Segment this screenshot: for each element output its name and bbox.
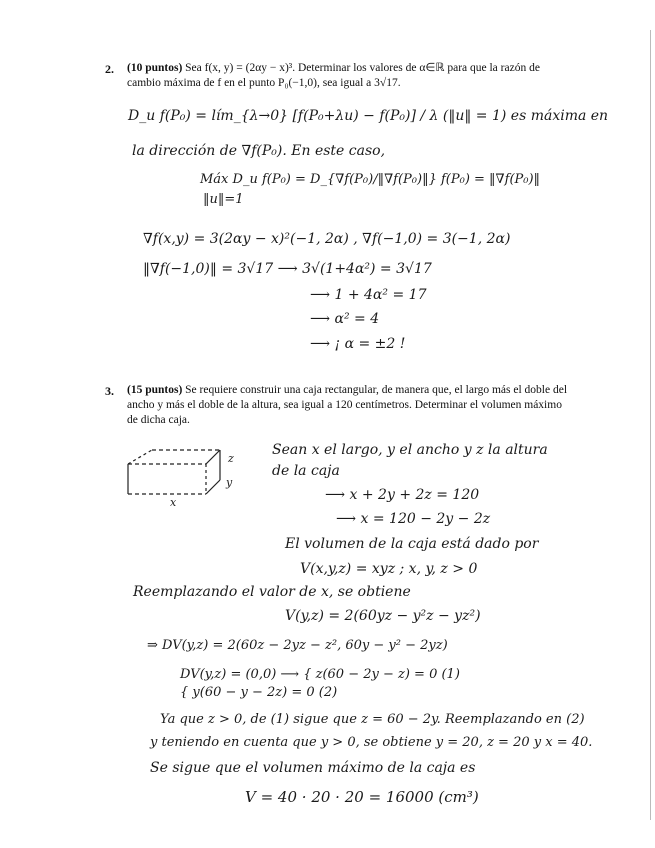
- p3-work-line-4: ⟶ x = 120 − 2y − 2z: [336, 511, 491, 527]
- p3-work-line-5: El volumen de la caja está dado por: [285, 536, 539, 552]
- problem-3-number: 3.: [105, 384, 114, 398]
- p3-work-line-11: { y(60 − y − 2z) = 0 (2): [180, 685, 338, 700]
- box-sketch: [122, 442, 252, 510]
- p2-work-line-1: D_u f(P₀) = lím_{λ→0} [f(P₀+λu) − f(P₀)] / λ (‖u‖ = 1) es máxima en: [128, 108, 609, 124]
- p3-work-line-7: Reemplazando el valor de x, se obtiene: [133, 584, 411, 600]
- p2-work-line-8: ⟶ α² = 4: [310, 311, 380, 327]
- p3-work-line-15: V = 40 · 20 · 20 = 16000 (cm³): [245, 788, 479, 806]
- p3-work-line-12: Ya que z > 0, de (1) sigue que z = 60 − 2y. Reemplazando en (2): [160, 712, 585, 727]
- p3-work-line-14: Se sigue que el volumen máximo de la caja es: [150, 760, 476, 776]
- p3-work-line-2: de la caja: [272, 463, 340, 479]
- problem-2-number: 2.: [105, 62, 114, 76]
- sketch-label-y: y: [226, 476, 233, 489]
- problem-2-points: (10 puntos): [127, 62, 183, 74]
- sketch-label-z: z: [228, 452, 234, 465]
- p2-work-line-4: ‖u‖=1: [203, 192, 244, 207]
- p2-work-line-6: ‖∇f(−1,0)‖ = 3√17 ⟶ 3√(1+4α²) = 3√17: [143, 261, 432, 277]
- p2-work-line-7: ⟶ 1 + 4α² = 17: [310, 287, 427, 303]
- problem-2-text: Sea f(x, y) = (2αy − x)³. Determinar los valores de α∈ℝ para que la razón de cambio máxima de f en el punto P₀(−1,0), sea igual a 3√17.: [127, 62, 540, 89]
- p3-work-line-10: DV(y,z) = (0,0) ⟶ { z(60 − 2y − z) = 0 (1): [180, 667, 460, 682]
- problem-3-points: (15 puntos): [127, 384, 183, 396]
- problem-3-statement: [127, 383, 567, 428]
- problem-2-statement: [127, 61, 567, 91]
- p2-work-line-5: ∇f(x,y) = 3(2αy − x)²(−1, 2α) , ∇f(−1,0) = 3(−1, 2α): [143, 231, 511, 247]
- p3-work-line-1: Sean x el largo, y el ancho y z la altura: [272, 442, 548, 458]
- p3-work-line-8: V(y,z) = 2(60yz − y²z − yz²): [285, 608, 481, 624]
- p3-work-line-9: ⇒ DV(y,z) = 2(60z − 2yz − z², 60y − y² − 2yz): [147, 638, 448, 653]
- page-edge-line: [650, 30, 651, 820]
- p2-work-line-9: ⟶ ¡ α = ±2 !: [310, 336, 406, 352]
- p3-work-line-13: y teniendo en cuenta que y > 0, se obtiene y = 20, z = 20 y x = 40.: [150, 735, 593, 750]
- p3-work-line-6: V(x,y,z) = xyz ; x, y, z > 0: [300, 561, 478, 577]
- p2-work-line-2: la dirección de ∇f(P₀). En este caso,: [132, 143, 386, 159]
- sketch-label-x: x: [170, 496, 177, 509]
- p2-work-line-3: Máx D_u f(P₀) = D_{∇f(P₀)/‖∇f(P₀)‖} f(P₀) = ‖∇f(P₀)‖: [200, 172, 541, 187]
- p3-work-line-3: ⟶ x + 2y + 2z = 120: [325, 487, 480, 503]
- problem-3-text: Se requiere construir una caja rectangular, de manera que, el largo más el doble del ancho y más el doble de la altura, sea igual a 120 centímetros. Determinar el volumen máximo de dicha caja.: [127, 384, 568, 426]
